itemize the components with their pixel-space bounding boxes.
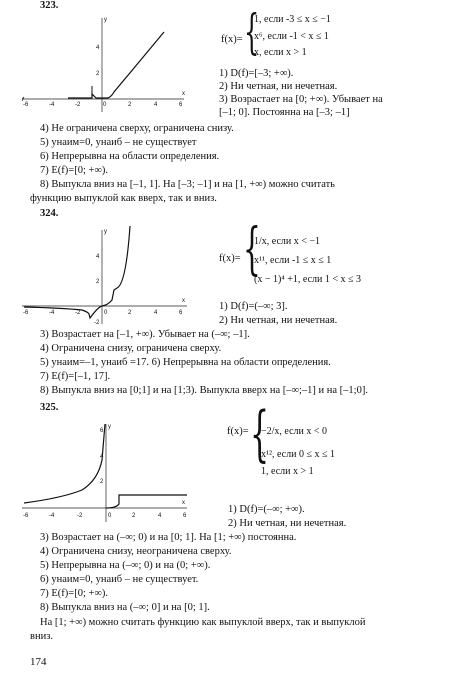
- tick-label: -4: [49, 310, 55, 316]
- tick-label: 2: [128, 310, 132, 316]
- tick-label: 4: [154, 102, 158, 108]
- tick-label: -2: [77, 513, 83, 519]
- piece-line: x⁶, если -1 < x ≤ 1: [254, 31, 329, 42]
- problem-number: 323.: [40, 0, 59, 11]
- brace-icon: {: [243, 217, 261, 282]
- tick-label: 2: [132, 513, 136, 519]
- answer-line: функцию выпуклой как вверх, так и вниз.: [30, 193, 217, 204]
- answer-line: 5) yнаим=0, yнаиб – не существует: [40, 137, 197, 148]
- tick-label: 4: [96, 254, 100, 260]
- tick-label: 0: [103, 102, 107, 108]
- answer-line: 2) Ни четная, ни нечетная.: [219, 81, 338, 92]
- tick-label: 2: [128, 102, 132, 108]
- piece-line: 1/x, если x < −1: [254, 236, 321, 247]
- answer-line: 4) Не ограничена сверху, ограничена снизу.: [40, 123, 234, 134]
- answer-line: 4) Ограничена снизу, неограничена сверху.: [40, 546, 232, 557]
- graph-324: [22, 226, 192, 326]
- answer-line: 8) Выпукла вниз на [0;1] и на [1;3). Выпукла вверх на [–∞;–1] и на [–1;0].: [40, 385, 368, 396]
- tick-label: -4: [49, 513, 55, 519]
- tick-label: 6: [183, 513, 187, 519]
- answer-line: 8) Выпукла вниз на [–1, 1]. На [–3; –1] и на [1, +∞) можно считать: [40, 179, 335, 190]
- piece-line: 1, если x > 1: [261, 466, 314, 477]
- tick-label: 2: [100, 479, 104, 485]
- fx-label: f(x)=: [219, 253, 241, 264]
- problem-number: 325.: [40, 402, 59, 413]
- answer-line: 1) D(f)=(–∞; 3].: [219, 301, 288, 312]
- tick-label: -2: [75, 102, 81, 108]
- tick-label: -2: [94, 320, 100, 326]
- piece-line: x, если x > 1: [254, 47, 307, 58]
- tick-label: 4: [158, 513, 162, 519]
- answer-line: 3) Возрастает на [0; +∞). Убывает на: [219, 94, 383, 105]
- answer-line: [–1; 0]. Постоянна на [–3; –1]: [219, 107, 350, 118]
- piece-line: x¹², если 0 ≤ x ≤ 1: [261, 449, 335, 460]
- answer-line: 3) Возрастает на (–∞; 0) и на [0; 1]. На [1; +∞) постоянна.: [40, 532, 297, 543]
- answer-line: 4) Ограничена снизу, ограничена сверху.: [40, 343, 222, 354]
- axis-x-label: x: [182, 91, 185, 97]
- tick-label: -4: [49, 102, 55, 108]
- problem-number: 324.: [40, 208, 59, 219]
- piece-line: (x − 1)⁴ +1, если 1 < x ≤ 3: [254, 274, 362, 285]
- tick-label: 6: [179, 310, 183, 316]
- answer-line: 2) Ни четная, ни нечетная.: [219, 315, 338, 326]
- function-curve: [24, 424, 105, 503]
- brace-icon: {: [250, 399, 270, 469]
- axis-x-label: x: [182, 298, 185, 304]
- tick-label: 0: [108, 513, 112, 519]
- answer-line: 8) Выпукла вниз на (–∞; 0] и на [0; 1].: [40, 602, 210, 613]
- function-curve-right: [106, 495, 187, 508]
- fx-label: f(x)=: [221, 34, 243, 45]
- piece-line: −2/x, если x < 0: [261, 426, 328, 437]
- answer-line: 3) Возрастает на [–1, +∞). Убывает на (–∞; –1].: [40, 329, 250, 340]
- tick-label: -6: [23, 310, 29, 316]
- tick-label: 4: [100, 454, 104, 460]
- fx-label: f(x)=: [227, 426, 249, 437]
- tick-label: 4: [96, 45, 100, 51]
- brace-icon: {: [244, 4, 260, 60]
- answer-line: На [1; +∞) можно считать функцию как выпуклой вверх, так и выпуклой: [40, 617, 366, 628]
- tick-label: -6: [23, 513, 29, 519]
- piece-line: 1, если -3 ≤ x ≤ −1: [254, 14, 331, 25]
- answer-line: 7) E(f)=[0; +∞).: [40, 165, 109, 176]
- tick-label: 2: [96, 71, 100, 77]
- axis-x-label: x: [182, 500, 185, 506]
- answer-line: вниз.: [30, 631, 53, 642]
- function-curve: [24, 226, 130, 318]
- axis-y-label: y: [108, 424, 111, 430]
- answer-line: 1) D(f)=(–∞; +∞).: [228, 504, 305, 515]
- tick-label: 0: [104, 310, 108, 316]
- tick-label: 6: [179, 102, 183, 108]
- function-curve: [68, 32, 164, 98]
- answer-line: 7) E(f)=[–1, 17].: [40, 371, 111, 382]
- tick-label: 2: [96, 279, 100, 285]
- answer-line: 1) D(f)=[–3; +∞).: [219, 68, 294, 79]
- tick-label: 6: [100, 428, 104, 434]
- graph-323: [22, 14, 192, 114]
- piece-line: x¹¹, если -1 ≤ x ≤ 1: [254, 255, 332, 266]
- answer-line: 6) yнаим=0, yнаиб – не существует.: [40, 574, 199, 585]
- answer-line: 5) Непрерывна на (–∞; 0) и на (0; +∞).: [40, 560, 211, 571]
- graph-325: [22, 420, 192, 524]
- answer-line: 5) yнаим=–1, yнаиб =17. 6) Непрерывна на области определения.: [40, 357, 331, 368]
- answer-line: 7) E(f)=[0; +∞).: [40, 588, 109, 599]
- axis-y-label: y: [104, 229, 107, 235]
- page-number: 174: [30, 656, 47, 668]
- tick-label: 4: [154, 310, 158, 316]
- answer-line: 6) Непрерывна на области определения.: [40, 151, 220, 162]
- axis-y-label: y: [104, 17, 107, 23]
- tick-label: -6: [23, 102, 29, 108]
- answer-line: 2) Ни четная, ни нечетная.: [228, 518, 347, 529]
- tick-label: -2: [75, 310, 81, 316]
